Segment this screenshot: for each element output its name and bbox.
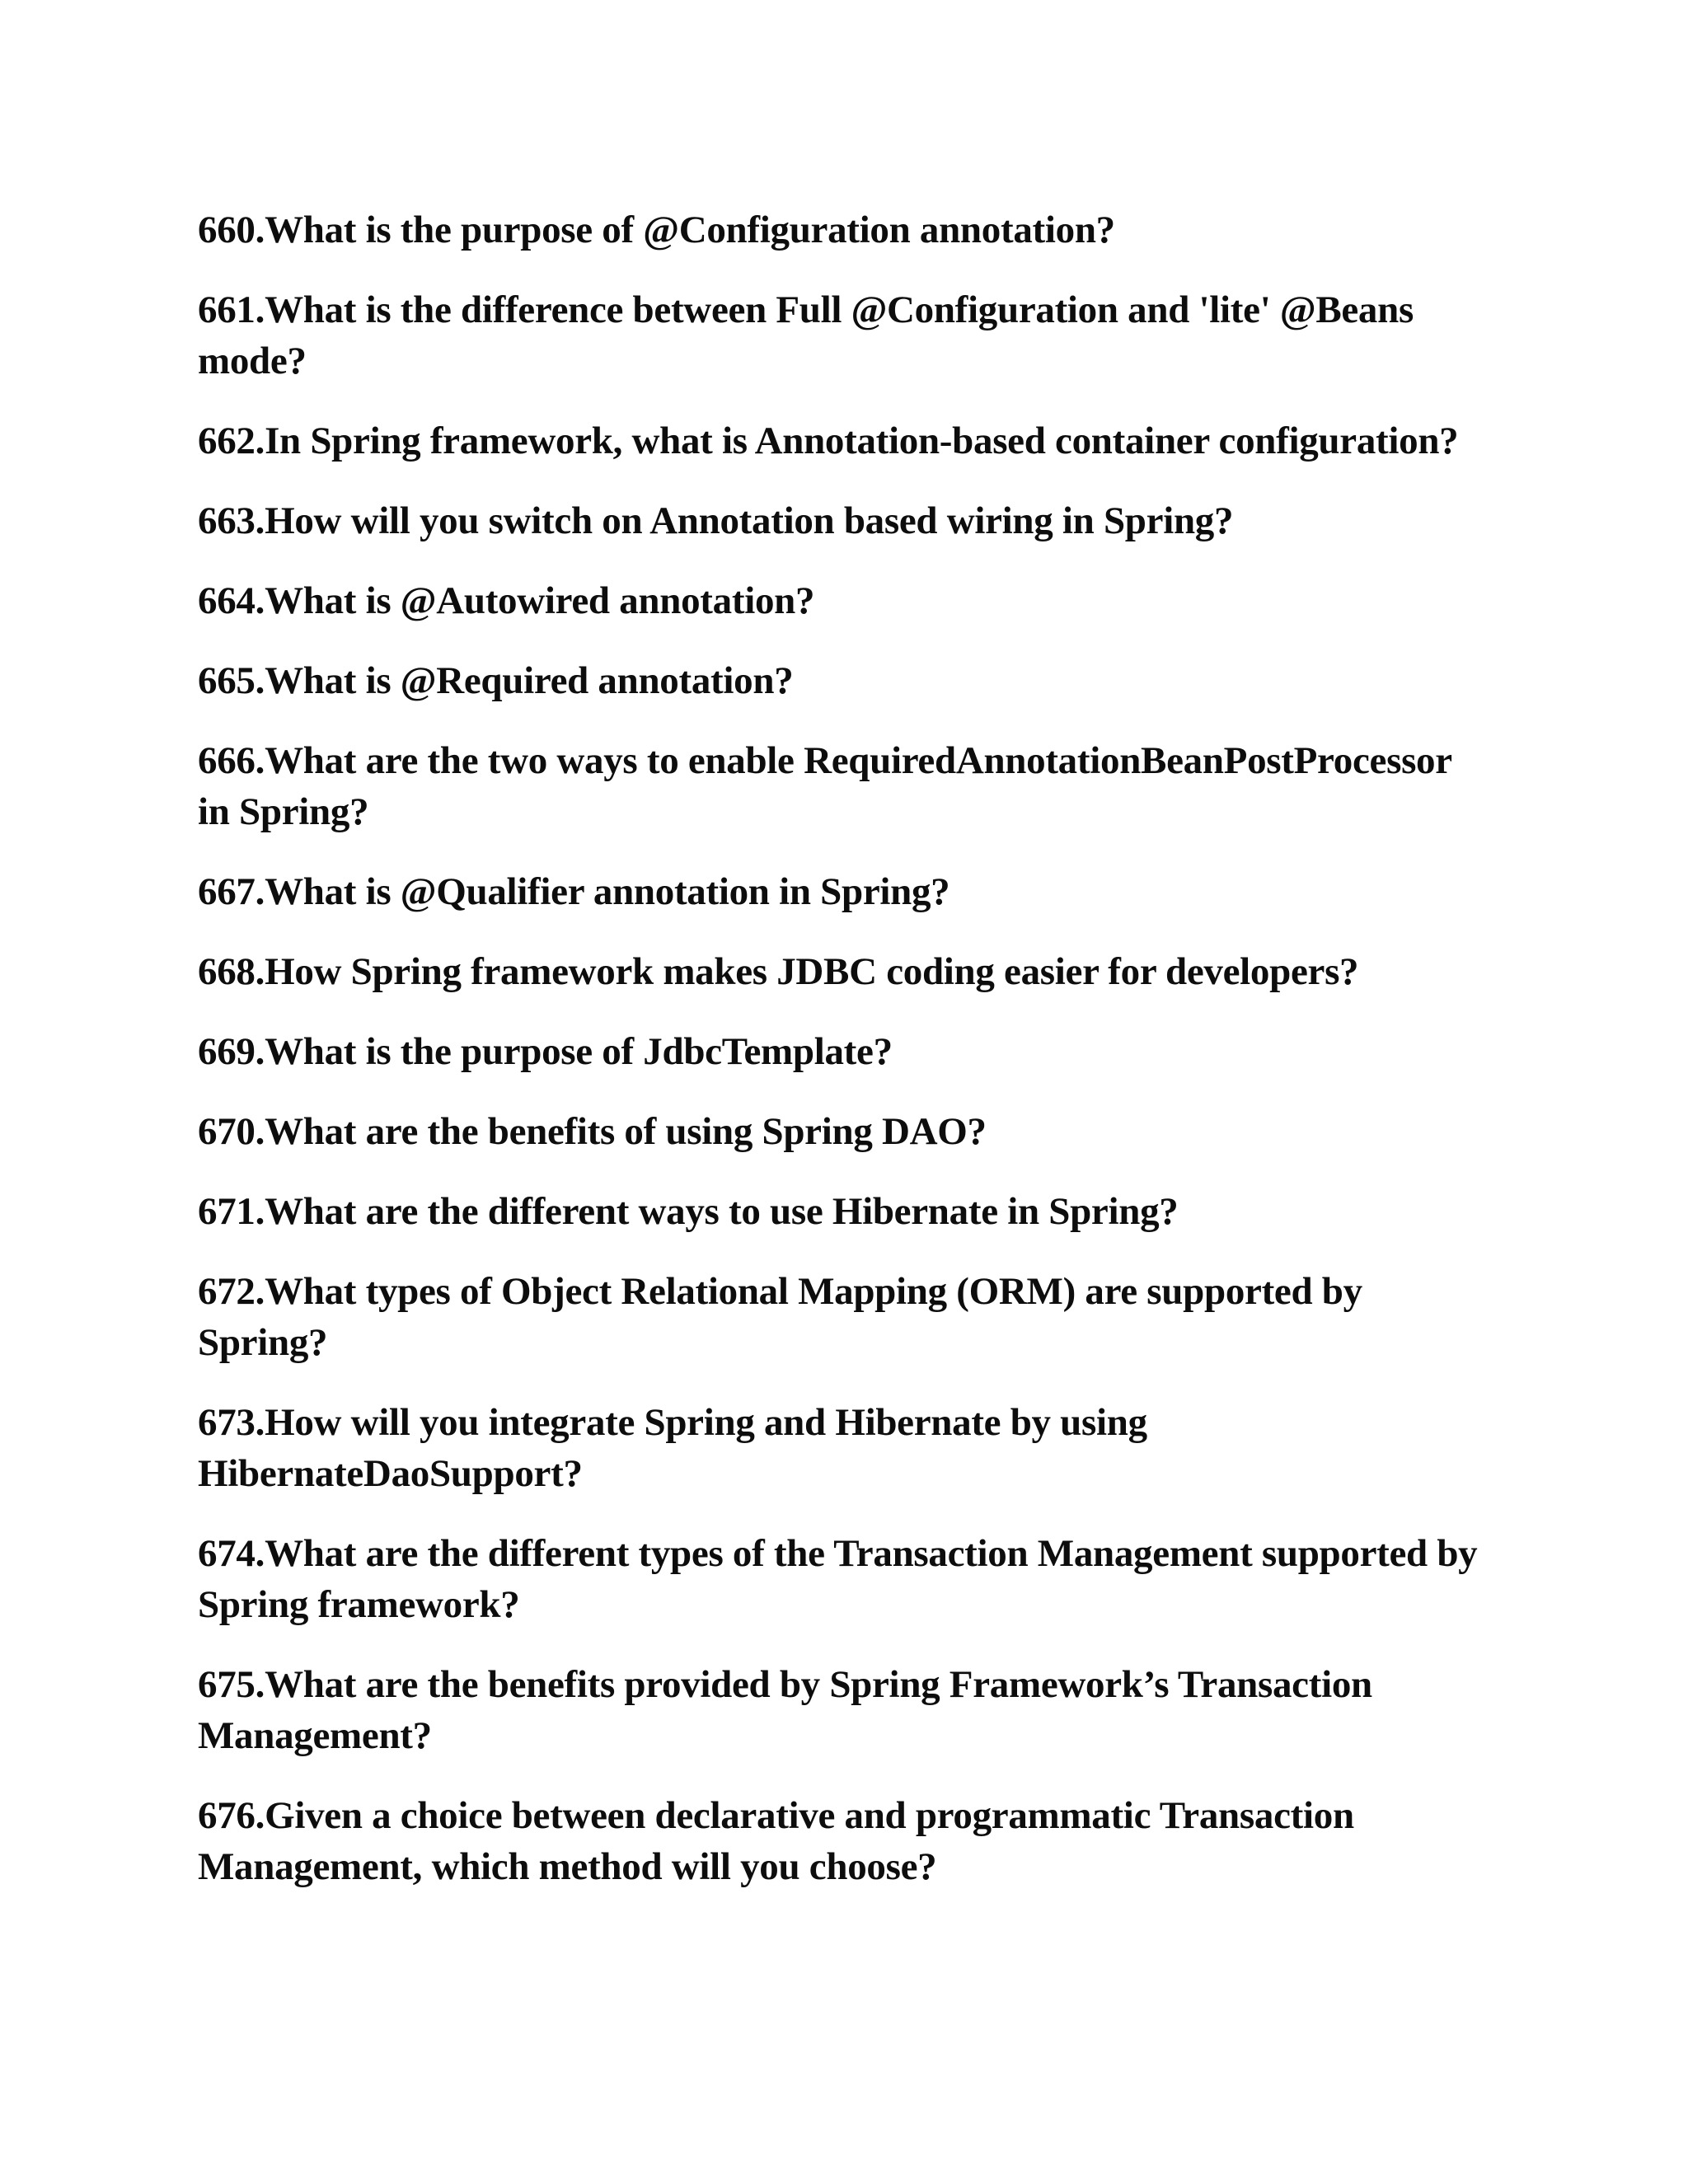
question-list: [198, 204, 1484, 1921]
question-number: 660.: [198, 209, 265, 251]
question-number: 663.: [198, 499, 265, 542]
question-664: [198, 575, 1484, 626]
question-667: [198, 866, 1484, 917]
question-text: What is @Required annotation?: [265, 659, 794, 702]
question-673: [198, 1397, 1484, 1499]
question-number: 668.: [198, 950, 265, 993]
question-number: 666.: [198, 739, 265, 782]
question-text: In Spring framework, what is Annotation-based container configuration?: [265, 419, 1459, 462]
question-670: [198, 1106, 1484, 1157]
question-number: 672.: [198, 1270, 265, 1313]
question-text: How will you integrate Spring and Hibernate by using HibernateDaoSupport?: [198, 1401, 1147, 1495]
question-text: How will you switch on Annotation based wiring in Spring?: [265, 499, 1234, 542]
question-number: 664.: [198, 579, 265, 622]
question-text: What is @Qualifier annotation in Spring?: [265, 870, 950, 913]
question-text: What are the benefits provided by Spring Framework’s Transaction Management?: [198, 1663, 1372, 1757]
question-668: [198, 946, 1484, 997]
question-text: What are the different ways to use Hibernate in Spring?: [265, 1190, 1179, 1233]
question-text: How Spring framework makes JDBC coding easier for developers?: [265, 950, 1359, 993]
question-number: 671.: [198, 1190, 265, 1233]
question-number: 667.: [198, 870, 265, 913]
question-text: Given a choice between declarative and programmatic Transaction Management, which method will you choose?: [198, 1794, 1354, 1888]
question-number: 675.: [198, 1663, 265, 1706]
question-675: [198, 1659, 1484, 1761]
question-text: What are the two ways to enable RequiredAnnotationBeanPostProcessor in Spring?: [198, 739, 1451, 833]
question-669: [198, 1026, 1484, 1077]
question-text: What are the different types of the Transaction Management supported by Spring framework?: [198, 1532, 1478, 1626]
question-number: 662.: [198, 419, 265, 462]
question-text: What types of Object Relational Mapping (ORM) are supported by Spring?: [198, 1270, 1362, 1364]
question-666: [198, 735, 1484, 837]
question-text: What is the purpose of JdbcTemplate?: [265, 1030, 893, 1073]
question-676: [198, 1790, 1484, 1892]
question-number: 673.: [198, 1401, 265, 1444]
question-665: [198, 655, 1484, 706]
question-number: 676.: [198, 1794, 265, 1837]
question-660: [198, 204, 1484, 255]
question-number: 665.: [198, 659, 265, 702]
question-672: [198, 1266, 1484, 1368]
question-number: 674.: [198, 1532, 265, 1575]
question-number: 661.: [198, 288, 265, 331]
question-661: [198, 284, 1484, 387]
question-674: [198, 1528, 1484, 1630]
question-text: What are the benefits of using Spring DAO?: [265, 1110, 987, 1153]
question-663: [198, 495, 1484, 546]
question-text: What is @Autowired annotation?: [265, 579, 815, 622]
question-number: 669.: [198, 1030, 265, 1073]
question-number: 670.: [198, 1110, 265, 1153]
question-text: What is the difference between Full @Configuration and 'lite' @Beans mode?: [198, 288, 1414, 382]
question-671: [198, 1186, 1484, 1237]
question-662: [198, 415, 1484, 466]
question-text: What is the purpose of @Configuration annotation?: [265, 209, 1115, 251]
